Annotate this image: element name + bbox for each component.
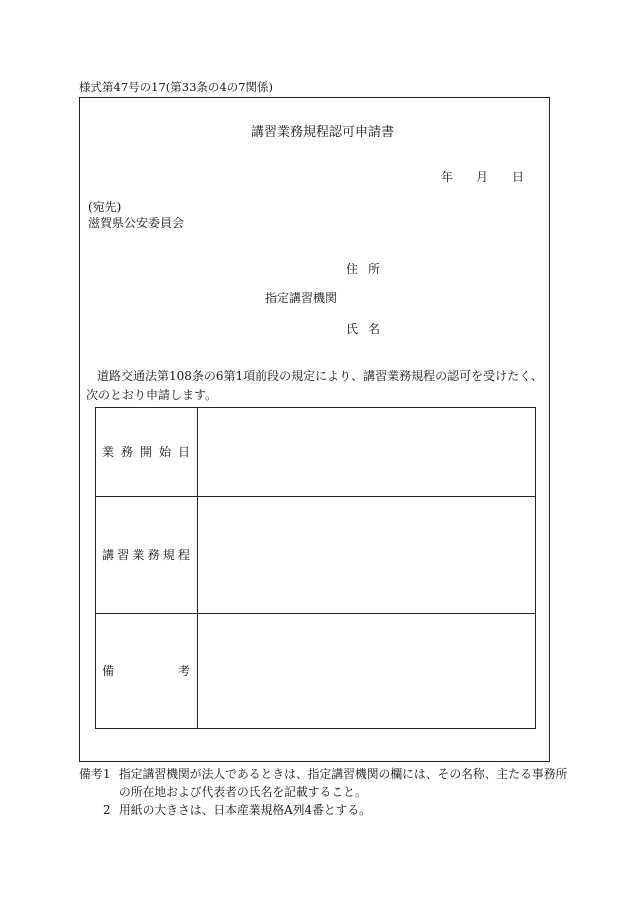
- start-date-value-cell: [198, 408, 535, 496]
- label-char: 名: [367, 322, 380, 336]
- label-char: 日: [177, 444, 190, 459]
- table-row-label: [96, 613, 198, 728]
- name-label: [346, 322, 380, 336]
- footnote-number: 1: [103, 767, 111, 781]
- label-char: 務: [147, 547, 160, 562]
- training-rules-value-cell: [198, 496, 535, 613]
- address-label: [346, 262, 380, 276]
- application-statement: 道路交通法第108条の6第1項前段の規定により、講習業務規程の認可を受けたく、次のとおり申請します。: [86, 369, 543, 402]
- label-char: 氏: [346, 322, 359, 336]
- label-char: 始: [158, 444, 171, 459]
- date-year-label: 年: [441, 170, 454, 184]
- footnote-number: 2: [103, 803, 111, 817]
- label-char: 習: [117, 547, 130, 562]
- footnote-text: 用紙の大きさは、日本産業規格A列4番とする。: [119, 803, 371, 817]
- form-number: 様式第47号の17(第33条の4の7関係): [79, 80, 274, 94]
- label-char: 業: [102, 444, 115, 459]
- table-row-label: [96, 496, 198, 613]
- label-char: 開: [139, 444, 152, 459]
- addressee-name: 滋賀県公安委員会: [88, 216, 185, 230]
- label-char: 程: [177, 547, 190, 562]
- remarks-label: [102, 664, 190, 678]
- addressee-label: (宛先): [88, 200, 122, 214]
- date-day-label: 日: [512, 170, 525, 184]
- label-char: 務: [120, 444, 133, 459]
- table-row-label: [96, 408, 198, 496]
- form-title: 講習業務規程認可申請書: [251, 125, 395, 140]
- remarks-value-cell: [198, 613, 535, 728]
- label-char: 考: [177, 663, 190, 678]
- footnotes: [79, 765, 569, 819]
- label-char: 住: [346, 262, 359, 276]
- footnotes-label-spacer: [79, 801, 103, 819]
- start-date-label: [102, 445, 190, 459]
- footnotes-label: 備考: [79, 767, 103, 781]
- label-char: 業: [132, 547, 145, 562]
- application-table: [95, 407, 536, 729]
- footnote-text: 指定講習機関が法人であるときは、指定講習機関の欄には、その名称、主たる事務所の所在地および代表者の氏名を記載すること。: [119, 767, 568, 799]
- training-rules-label: [102, 548, 190, 562]
- label-char: 講: [102, 547, 115, 562]
- label-char: 規: [162, 547, 175, 562]
- label-char: 所: [367, 262, 380, 276]
- designated-organization-label: 指定講習機関: [265, 291, 338, 305]
- label-char: 備: [102, 663, 115, 678]
- date-month-label: 月: [476, 170, 489, 184]
